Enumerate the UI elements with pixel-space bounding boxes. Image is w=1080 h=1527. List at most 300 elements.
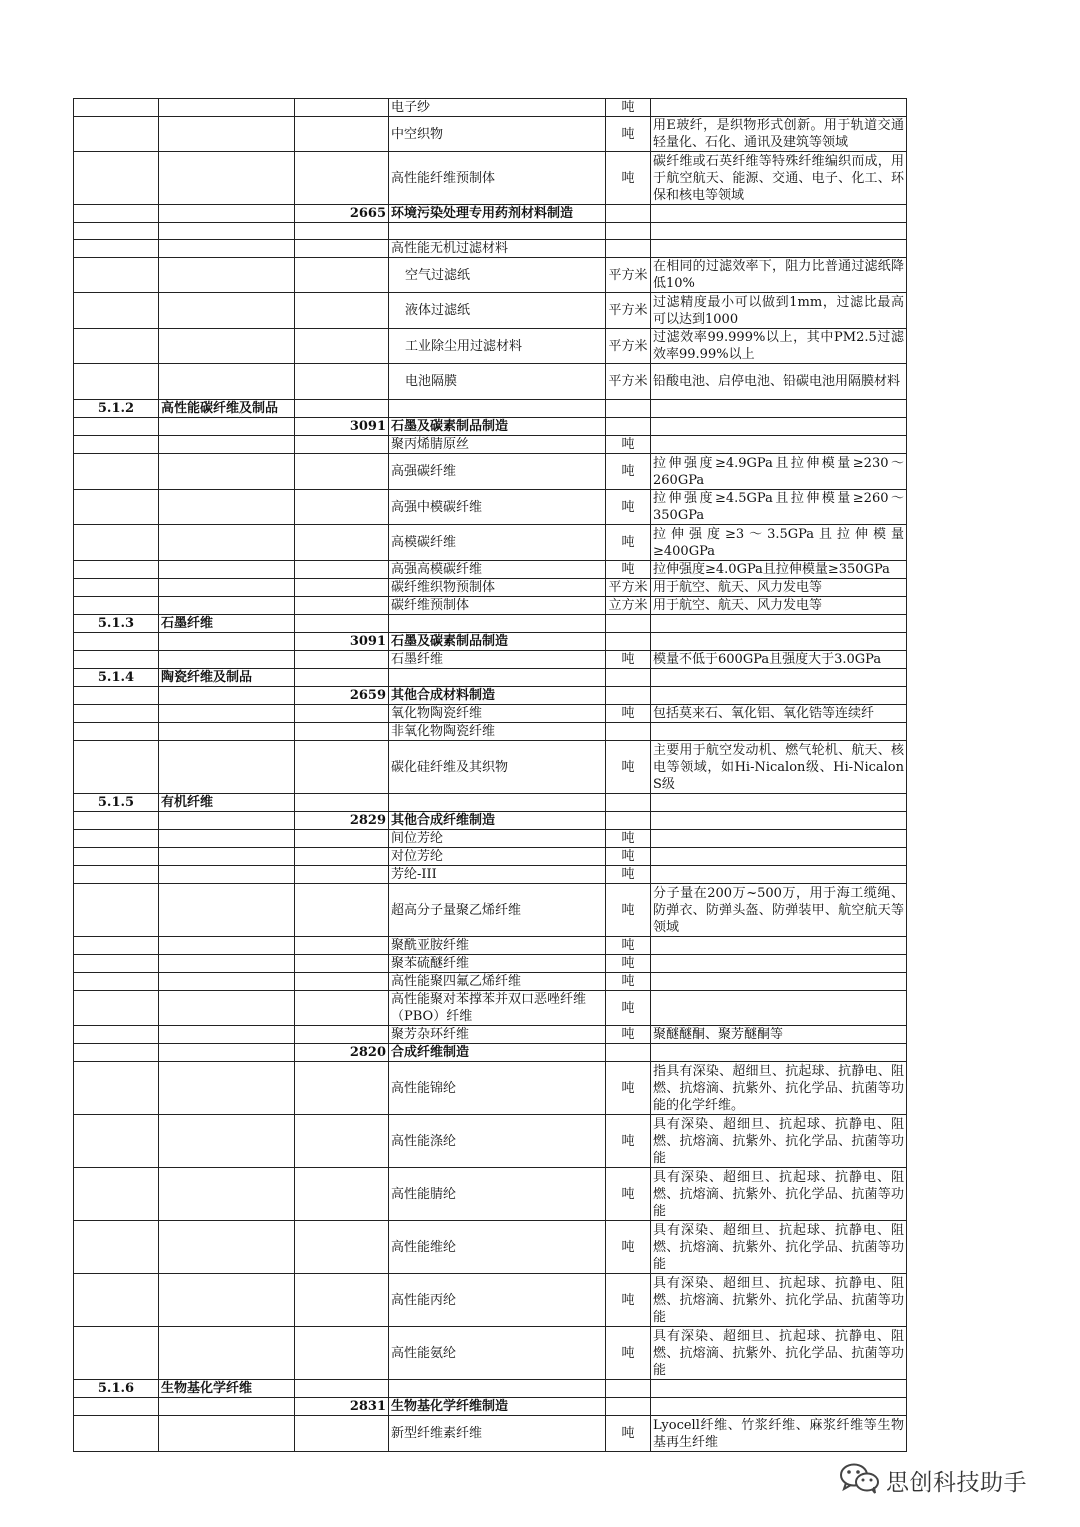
description-cell (651, 240, 907, 258)
product-name-cell: 合成纤维制造 (389, 1044, 606, 1062)
description-cell: 具有深染、超细旦、抗起球、抗静电、阻燃、抗熔滴、抗紫外、抗化学品、抗菌等功能 (651, 1327, 907, 1380)
table-row (74, 490, 907, 525)
unit-cell (606, 723, 651, 741)
table-row (74, 579, 907, 597)
section-name-cell: 石墨纤维 (159, 615, 295, 633)
section-code-cell: 5.1.5 (74, 794, 159, 812)
table-row (74, 937, 907, 955)
industry-code-cell (295, 794, 389, 812)
industry-code-cell (295, 866, 389, 884)
description-cell: 具有深染、超细旦、抗起球、抗静电、阻燃、抗熔滴、抗紫外、抗化学品、抗菌等功能 (651, 1221, 907, 1274)
section-code-cell: 5.1.2 (74, 400, 159, 418)
product-name-cell: 其他合成材料制造 (389, 687, 606, 705)
description-cell (651, 812, 907, 830)
description-cell: 拉伸强度≥4.0GPa且拉伸模量≥350GPa (651, 561, 907, 579)
product-name-cell: 芳纶-III (389, 866, 606, 884)
product-name-cell: 高性能涤纶 (389, 1115, 606, 1168)
unit-cell: 吨 (606, 1026, 651, 1044)
description-cell (651, 99, 907, 117)
table-row (74, 258, 907, 293)
unit-cell (606, 418, 651, 436)
table-row (74, 364, 907, 400)
description-cell (651, 669, 907, 687)
table-row (74, 633, 907, 651)
product-name-cell: 碳纤维预制体 (389, 597, 606, 615)
section-name-cell (159, 223, 295, 240)
description-cell: 具有深染、超细旦、抗起球、抗静电、阻燃、抗熔滴、抗紫外、抗化学品、抗菌等功能 (651, 1274, 907, 1327)
product-name-cell: 中空织物 (389, 117, 606, 152)
description-cell: 拉伸强度≥4.9GPa且拉伸模量≥230～260GPa (651, 454, 907, 490)
section-code-cell (74, 884, 159, 937)
section-code-cell (74, 1416, 159, 1452)
unit-cell: 吨 (606, 525, 651, 561)
product-name-cell: 聚酰亚胺纤维 (389, 937, 606, 955)
table-row (74, 741, 907, 794)
section-name-cell (159, 866, 295, 884)
section-code-cell (74, 454, 159, 490)
unit-cell: 平方米 (606, 579, 651, 597)
table-row (74, 687, 907, 705)
table-row (74, 812, 907, 830)
table-row (74, 525, 907, 561)
section-name-cell (159, 1416, 295, 1452)
section-name-cell (159, 848, 295, 866)
section-name-cell (159, 991, 295, 1026)
description-cell (651, 830, 907, 848)
section-code-cell (74, 937, 159, 955)
section-name-cell (159, 1398, 295, 1416)
industry-code-cell: 2659 (295, 687, 389, 705)
section-name-cell (159, 99, 295, 117)
unit-cell: 吨 (606, 1062, 651, 1115)
industry-code-cell (295, 723, 389, 741)
table-row (74, 240, 907, 258)
industry-code-cell (295, 937, 389, 955)
product-name-cell (389, 1380, 606, 1398)
description-cell (651, 973, 907, 991)
product-name-cell: 间位芳纶 (389, 830, 606, 848)
industry-code-cell (295, 258, 389, 293)
description-cell (651, 991, 907, 1026)
section-name-cell: 高性能碳纤维及制品 (159, 400, 295, 418)
industry-code-cell (295, 490, 389, 525)
section-code-cell (74, 812, 159, 830)
industry-code-cell (295, 597, 389, 615)
industry-code-cell: 3091 (295, 418, 389, 436)
section-name-cell (159, 937, 295, 955)
description-cell (651, 1398, 907, 1416)
unit-cell: 吨 (606, 884, 651, 937)
description-cell: 铅酸电池、启停电池、铅碳电池用隔膜材料 (651, 364, 907, 400)
section-name-cell (159, 651, 295, 669)
section-code-cell: 5.1.3 (74, 615, 159, 633)
section-code-cell (74, 973, 159, 991)
section-name-cell (159, 955, 295, 973)
description-cell (651, 937, 907, 955)
description-cell (651, 418, 907, 436)
description-cell: 聚醚醚酮、聚芳醚酮等 (651, 1026, 907, 1044)
industry-code-cell (295, 454, 389, 490)
description-cell: 过滤效率99.999%以上，其中PM2.5过滤效率99.99%以上 (651, 329, 907, 364)
unit-cell: 吨 (606, 1416, 651, 1452)
section-name-cell (159, 117, 295, 152)
description-cell: 主要用于航空发动机、燃气轮机、航天、核电等领域，如Hi-Nicalon级、Hi-Nicalon S级 (651, 741, 907, 794)
industry-code-cell (295, 561, 389, 579)
section-code-cell (74, 205, 159, 223)
product-name-cell: 高性能丙纶 (389, 1274, 606, 1327)
section-name-cell (159, 418, 295, 436)
table-row (74, 1168, 907, 1221)
section-name-cell (159, 705, 295, 723)
unit-cell: 吨 (606, 866, 651, 884)
unit-cell: 吨 (606, 830, 651, 848)
section-code-cell (74, 152, 159, 205)
unit-cell: 吨 (606, 1168, 651, 1221)
product-name-cell: 高性能锦纶 (389, 1062, 606, 1115)
industry-code-cell (295, 329, 389, 364)
unit-cell: 平方米 (606, 258, 651, 293)
industry-code-cell: 2829 (295, 812, 389, 830)
section-name-cell: 陶瓷纤维及制品 (159, 669, 295, 687)
industry-code-cell (295, 884, 389, 937)
section-code-cell (74, 1044, 159, 1062)
unit-cell (606, 615, 651, 633)
unit-cell: 吨 (606, 741, 651, 794)
section-name-cell (159, 687, 295, 705)
industry-code-cell (295, 651, 389, 669)
description-cell (651, 400, 907, 418)
table-row (74, 991, 907, 1026)
section-code-cell (74, 651, 159, 669)
product-name-cell: 聚丙烯腈原丝 (389, 436, 606, 454)
table-row (74, 597, 907, 615)
industry-code-cell (295, 1380, 389, 1398)
section-name-cell (159, 1044, 295, 1062)
section-name-cell (159, 973, 295, 991)
table-row (74, 1416, 907, 1452)
description-cell (651, 1044, 907, 1062)
product-name-cell: 高性能纤维预制体 (389, 152, 606, 205)
table-row (74, 329, 907, 364)
section-code-cell (74, 705, 159, 723)
description-cell: 分子量在200万~500万，用于海工缆绳、防弹衣、防弹头盔、防弹装甲、航空航天等领域 (651, 884, 907, 937)
unit-cell (606, 812, 651, 830)
section-name-cell (159, 364, 295, 400)
product-name-cell: 电池隔膜 (389, 364, 606, 400)
unit-cell: 吨 (606, 937, 651, 955)
product-name-cell: 对位芳纶 (389, 848, 606, 866)
description-cell: 在相同的过滤效率下，阻力比普通过滤纸降低10% (651, 258, 907, 293)
section-code-cell: 5.1.6 (74, 1380, 159, 1398)
product-name-cell: 新型纤维素纤维 (389, 1416, 606, 1452)
description-cell (651, 687, 907, 705)
unit-cell (606, 240, 651, 258)
industry-code-cell: 2665 (295, 205, 389, 223)
table-row (74, 152, 907, 205)
section-name-cell (159, 240, 295, 258)
description-cell: 指具有深染、超细旦、抗起球、抗静电、阻燃、抗熔滴、抗紫外、抗化学品、抗菌等功能的化学纤维。 (651, 1062, 907, 1115)
section-code-cell (74, 436, 159, 454)
section-code-cell (74, 525, 159, 561)
table-row (74, 1026, 907, 1044)
unit-cell: 吨 (606, 991, 651, 1026)
classification-table (73, 98, 907, 1452)
product-name-cell (389, 615, 606, 633)
description-cell: 拉伸强度≥3～3.5GPa且拉伸模量≥400GPa (651, 525, 907, 561)
unit-cell (606, 669, 651, 687)
unit-cell: 吨 (606, 973, 651, 991)
table-row (74, 1221, 907, 1274)
section-name-cell (159, 329, 295, 364)
unit-cell (606, 687, 651, 705)
product-name-cell (389, 400, 606, 418)
section-name-cell (159, 830, 295, 848)
section-name-cell (159, 1221, 295, 1274)
unit-cell (606, 205, 651, 223)
description-cell: 用于航空、航天、风力发电等 (651, 579, 907, 597)
section-name-cell (159, 884, 295, 937)
unit-cell: 平方米 (606, 364, 651, 400)
section-code-cell: 5.1.4 (74, 669, 159, 687)
product-name-cell: 聚苯硫醚纤维 (389, 955, 606, 973)
product-name-cell: 非氧化物陶瓷纤维 (389, 723, 606, 741)
section-name-cell (159, 152, 295, 205)
unit-cell: 吨 (606, 561, 651, 579)
unit-cell: 吨 (606, 152, 651, 205)
section-code-cell (74, 1327, 159, 1380)
industry-code-cell (295, 400, 389, 418)
section-name-cell (159, 525, 295, 561)
product-name-cell: 液体过滤纸 (389, 293, 606, 329)
section-name-cell (159, 812, 295, 830)
description-cell: Lyocell纤维、竹浆纤维、麻浆纤维等生物基再生纤维 (651, 1416, 907, 1452)
product-name-cell: 工业除尘用过滤材料 (389, 329, 606, 364)
product-name-cell: 氧化物陶瓷纤维 (389, 705, 606, 723)
industry-code-cell (295, 705, 389, 723)
industry-code-cell (295, 117, 389, 152)
industry-code-cell (295, 848, 389, 866)
section-code-cell (74, 258, 159, 293)
table-row (74, 223, 907, 240)
section-name-cell (159, 561, 295, 579)
table-row (74, 400, 907, 418)
table-row (74, 794, 907, 812)
section-code-cell (74, 329, 159, 364)
industry-code-cell (295, 669, 389, 687)
section-code-cell (74, 579, 159, 597)
table-row (74, 1062, 907, 1115)
section-code-cell (74, 848, 159, 866)
unit-cell: 吨 (606, 1274, 651, 1327)
section-name-cell (159, 436, 295, 454)
table-row (74, 884, 907, 937)
industry-code-cell (295, 99, 389, 117)
description-cell (651, 848, 907, 866)
industry-code-cell (295, 973, 389, 991)
unit-cell: 吨 (606, 651, 651, 669)
product-name-cell: 聚芳杂环纤维 (389, 1026, 606, 1044)
description-cell (651, 794, 907, 812)
industry-code-cell: 3091 (295, 633, 389, 651)
table-row (74, 866, 907, 884)
section-name-cell (159, 205, 295, 223)
section-code-cell (74, 1168, 159, 1221)
table-row (74, 1044, 907, 1062)
description-cell: 包括莫来石、氧化铝、氧化锆等连续纤 (651, 705, 907, 723)
unit-cell (606, 400, 651, 418)
product-name-cell: 石墨及碳素制品制造 (389, 633, 606, 651)
description-cell (651, 866, 907, 884)
table-row (74, 205, 907, 223)
section-code-cell (74, 364, 159, 400)
unit-cell: 吨 (606, 1327, 651, 1380)
table-row (74, 436, 907, 454)
section-code-cell (74, 955, 159, 973)
description-cell (651, 723, 907, 741)
section-name-cell (159, 633, 295, 651)
table-row (74, 1380, 907, 1398)
industry-code-cell: 2820 (295, 1044, 389, 1062)
description-cell (651, 205, 907, 223)
product-name-cell: 碳化硅纤维及其织物 (389, 741, 606, 794)
section-code-cell (74, 1274, 159, 1327)
product-name-cell: 高性能无机过滤材料 (389, 240, 606, 258)
industry-code-cell (295, 741, 389, 794)
section-code-cell (74, 991, 159, 1026)
section-code-cell (74, 117, 159, 152)
product-name-cell: 生物基化学纤维制造 (389, 1398, 606, 1416)
product-name-cell: 高性能氨纶 (389, 1327, 606, 1380)
product-name-cell: 超高分子量聚乙烯纤维 (389, 884, 606, 937)
product-name-cell: 空气过滤纸 (389, 258, 606, 293)
table-row (74, 117, 907, 152)
unit-cell: 吨 (606, 490, 651, 525)
unit-cell: 吨 (606, 436, 651, 454)
industry-code-cell (295, 1062, 389, 1115)
section-name-cell (159, 1274, 295, 1327)
product-name-cell: 其他合成纤维制造 (389, 812, 606, 830)
product-name-cell: 高强碳纤维 (389, 454, 606, 490)
watermark-text: 思创科技助手 (886, 1469, 1027, 1496)
section-code-cell (74, 1062, 159, 1115)
table-row (74, 830, 907, 848)
table-row (74, 669, 907, 687)
unit-cell: 吨 (606, 705, 651, 723)
table-row (74, 723, 907, 741)
section-name-cell (159, 579, 295, 597)
description-cell: 用于航空、航天、风力发电等 (651, 597, 907, 615)
section-code-cell (74, 597, 159, 615)
table-row (74, 1274, 907, 1327)
table-row (74, 848, 907, 866)
description-cell: 拉伸强度≥4.5GPa且拉伸模量≥260～350GPa (651, 490, 907, 525)
industry-code-cell (295, 525, 389, 561)
product-name-cell: 高性能维纶 (389, 1221, 606, 1274)
unit-cell: 吨 (606, 454, 651, 490)
table-row (74, 651, 907, 669)
product-name-cell (389, 669, 606, 687)
wechat-icon (838, 1461, 880, 1499)
product-name-cell: 碳纤维织物预制体 (389, 579, 606, 597)
product-name-cell (389, 223, 606, 240)
unit-cell (606, 1044, 651, 1062)
product-name-cell: 石墨及碳素制品制造 (389, 418, 606, 436)
section-name-cell: 生物基化学纤维 (159, 1380, 295, 1398)
industry-code-cell (295, 436, 389, 454)
table-row (74, 705, 907, 723)
product-name-cell: 高性能聚对苯撑苯并双口恶唑纤维（PBO）纤维 (389, 991, 606, 1026)
industry-code-cell (295, 1115, 389, 1168)
industry-code-cell (295, 1026, 389, 1044)
industry-code-cell (295, 1327, 389, 1380)
product-name-cell: 高性能腈纶 (389, 1168, 606, 1221)
table-row (74, 1398, 907, 1416)
industry-code-cell (295, 1168, 389, 1221)
section-code-cell (74, 223, 159, 240)
section-name-cell (159, 293, 295, 329)
description-cell (651, 955, 907, 973)
section-code-cell (74, 240, 159, 258)
section-code-cell (74, 687, 159, 705)
description-cell: 具有深染、超细旦、抗起球、抗静电、阻燃、抗熔滴、抗紫外、抗化学品、抗菌等功能 (651, 1168, 907, 1221)
section-code-cell (74, 1115, 159, 1168)
section-code-cell (74, 1398, 159, 1416)
section-code-cell (74, 293, 159, 329)
table-row (74, 418, 907, 436)
section-code-cell (74, 418, 159, 436)
section-code-cell (74, 99, 159, 117)
unit-cell: 吨 (606, 848, 651, 866)
product-name-cell: 高模碳纤维 (389, 525, 606, 561)
unit-cell: 吨 (606, 117, 651, 152)
unit-cell (606, 633, 651, 651)
section-code-cell (74, 1026, 159, 1044)
industry-code-cell: 2831 (295, 1398, 389, 1416)
industry-code-cell (295, 240, 389, 258)
industry-code-cell (295, 615, 389, 633)
unit-cell: 平方米 (606, 329, 651, 364)
section-name-cell (159, 1062, 295, 1115)
section-code-cell (74, 866, 159, 884)
unit-cell: 平方米 (606, 293, 651, 329)
description-cell (651, 1380, 907, 1398)
table-row (74, 955, 907, 973)
unit-cell: 立方米 (606, 597, 651, 615)
section-code-cell (74, 830, 159, 848)
section-name-cell (159, 1168, 295, 1221)
industry-code-cell (295, 830, 389, 848)
unit-cell: 吨 (606, 1221, 651, 1274)
unit-cell (606, 223, 651, 240)
industry-code-cell (295, 1221, 389, 1274)
description-cell: 模量不低于600GPa且强度大于3.0GPa (651, 651, 907, 669)
section-code-cell (74, 561, 159, 579)
section-name-cell (159, 597, 295, 615)
industry-code-cell (295, 364, 389, 400)
product-name-cell: 高强高模碳纤维 (389, 561, 606, 579)
industry-code-cell (295, 579, 389, 597)
industry-code-cell (295, 991, 389, 1026)
description-cell: 具有深染、超细旦、抗起球、抗静电、阻燃、抗熔滴、抗紫外、抗化学品、抗菌等功能 (651, 1115, 907, 1168)
section-code-cell (74, 633, 159, 651)
table-row (74, 615, 907, 633)
section-name-cell (159, 1115, 295, 1168)
description-cell: 用E玻纤，是织物形式创新。用于轨道交通轻量化、石化、通讯及建筑等领域 (651, 117, 907, 152)
description-cell (651, 615, 907, 633)
product-name-cell (389, 794, 606, 812)
section-name-cell (159, 1026, 295, 1044)
unit-cell: 吨 (606, 955, 651, 973)
